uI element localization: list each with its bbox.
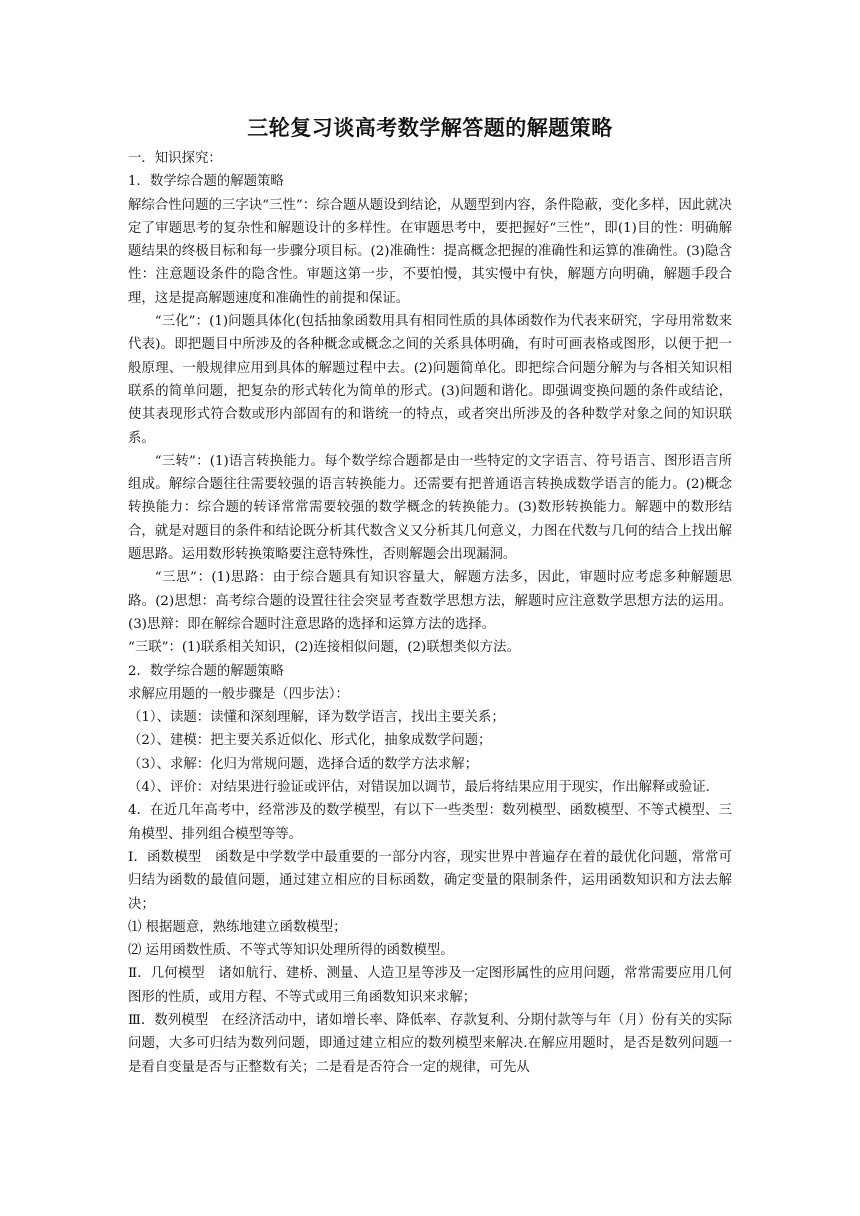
paragraph: Ⅱ．几何模型 诸如航行、建桥、测量、人造卫星等涉及一定图形属性的应用问题，常常需要应用几何图形的性质，或用方程、不等式或用三角函数知识来求解； xyxy=(128,966,732,1005)
paragraph: （4）、评价：对结果进行验证或评估，对错误加以调节，最后将结果应用于现实，作出解释或验证. xyxy=(128,780,710,796)
document-page xyxy=(128,112,732,1079)
paragraph: 解综合性问题的三字诀“三性”：综合题从题设到结论，从题型到内容，条件隐蔽，变化多样，因此就决定了审题思考的复杂性和解题设计的多样性。在审题思考中，要把握好“三性”，即(1)目的性：明确解题结果的终极目标和每一步骤分项目标。(2)准确性：提高概念把握的准确性和运算的准确性。(3)隐含性：注意题设条件的隐含性。审题这第一步，不要怕慢，其实慢中有快，解题方向明确，解题手段合理，这是提高解题速度和准确性的前提和保证。 xyxy=(128,197,732,306)
paragraph: ⑵ 运用函数性质、不等式等知识处理所得的函数模型。 xyxy=(128,943,454,959)
paragraph: “三思”：(1)思路：由于综合题具有知识容量大，解题方法多，因此，审题时应考虑多种解题思路。(2)思想：高考综合题的设置往往会突显考查数学思想方法，解题时应注意数学思想方法的运用。(3)思辩：即在解综合题时注意思路的选择和运算方法的选择。 xyxy=(128,570,732,632)
paragraph: 一．知识探究： xyxy=(128,151,222,166)
document-body xyxy=(128,147,732,1079)
document-title: 三轮复习谈高考数学解答题的解题策略 xyxy=(247,115,613,140)
paragraph: Ⅰ．函数模型 函数是中学数学中最重要的一部分内容，现实世界中普遍存在着的最优化问题，常常可归结为函数的最值问题，通过建立相应的目标函数，确定变量的限制条件，运用函数知识和方法去解决； xyxy=(128,849,732,912)
paragraph: “三转”：(1)语言转换能力。每个数学综合题都是由一些特定的文字语言、符号语言、图形语言所组成。解综合题往往需要较强的语言转换能力。还需要有把普通语言转换成数学语言的能力。(2)概念转换能力：综合题的转译常常需要较强的数学概念的转换能力。(3)数形转换能力。解题中的数形结合，就是对题目的条件和结论既分析其代数含义又分析其几何意义，力图在代数与几何的结合上找出解题思路。运用数形转换策略要注意特殊性，否则解题会出现漏洞。 xyxy=(128,453,732,563)
paragraph: ⑴ 根据题意，熟练地建立函数模型； xyxy=(128,919,347,935)
paragraph: 4．在近几年高考中，经常涉及的数学模型，有以下一些类型：数列模型、函数模型、不等式模型、三角模型、排列组合模型等等。 xyxy=(128,803,732,842)
paragraph: 1．数学综合题的解题策略 xyxy=(128,174,284,190)
paragraph: （1）、读题：读懂和深刻理解，译为数学语言，找出主要关系； xyxy=(128,710,505,726)
paragraph: “三化”：(1)问题具体化(包括抽象函数用具有相同性质的具体函数作为代表来研究，字母用常数来代表)。即把题目中所涉及的各种概念或概念之间的关系具体明确，有时可画表格或图形，以便于把一般原理、一般规律应用到具体的解题过程中去。(2)问题简单化。即把综合问题分解为与各相关知识相联系的简单问题，把复杂的形式转化为简单的形式。(3)问题和谐化。即强调变换问题的条件或结论，使其表现形式符合数或形内部固有的和谐统一的特点，或者突出所涉及的各种数学对象之间的知识联系。 xyxy=(128,314,732,446)
paragraph: （2）、建模：把主要关系近似化、形式化，抽象成数学问题； xyxy=(128,733,492,749)
paragraph: Ⅲ．数列模型 在经济活动中，诸如增长率、降低率、存款复利、分期付款等与年（月）份有关的实际问题，大多可归结为数列问题，即通过建立相应的数列模型来解决.在解应用题时，是否是数列问题一是看自变量是否与正整数有关；二是看是否符合一定的规律，可先从 xyxy=(128,1012,732,1075)
paragraph: “三联”：(1)联系相关知识，(2)连接相似问题，(2)联想类似方法。 xyxy=(128,640,520,656)
paragraph: 求解应用题的一般步骤是（四步法）： xyxy=(128,686,349,702)
paragraph: 2．数学综合题的解题策略 xyxy=(128,663,284,679)
paragraph: （3）、求解：化归为常规问题，选择合适的数学方法求解； xyxy=(128,756,478,772)
